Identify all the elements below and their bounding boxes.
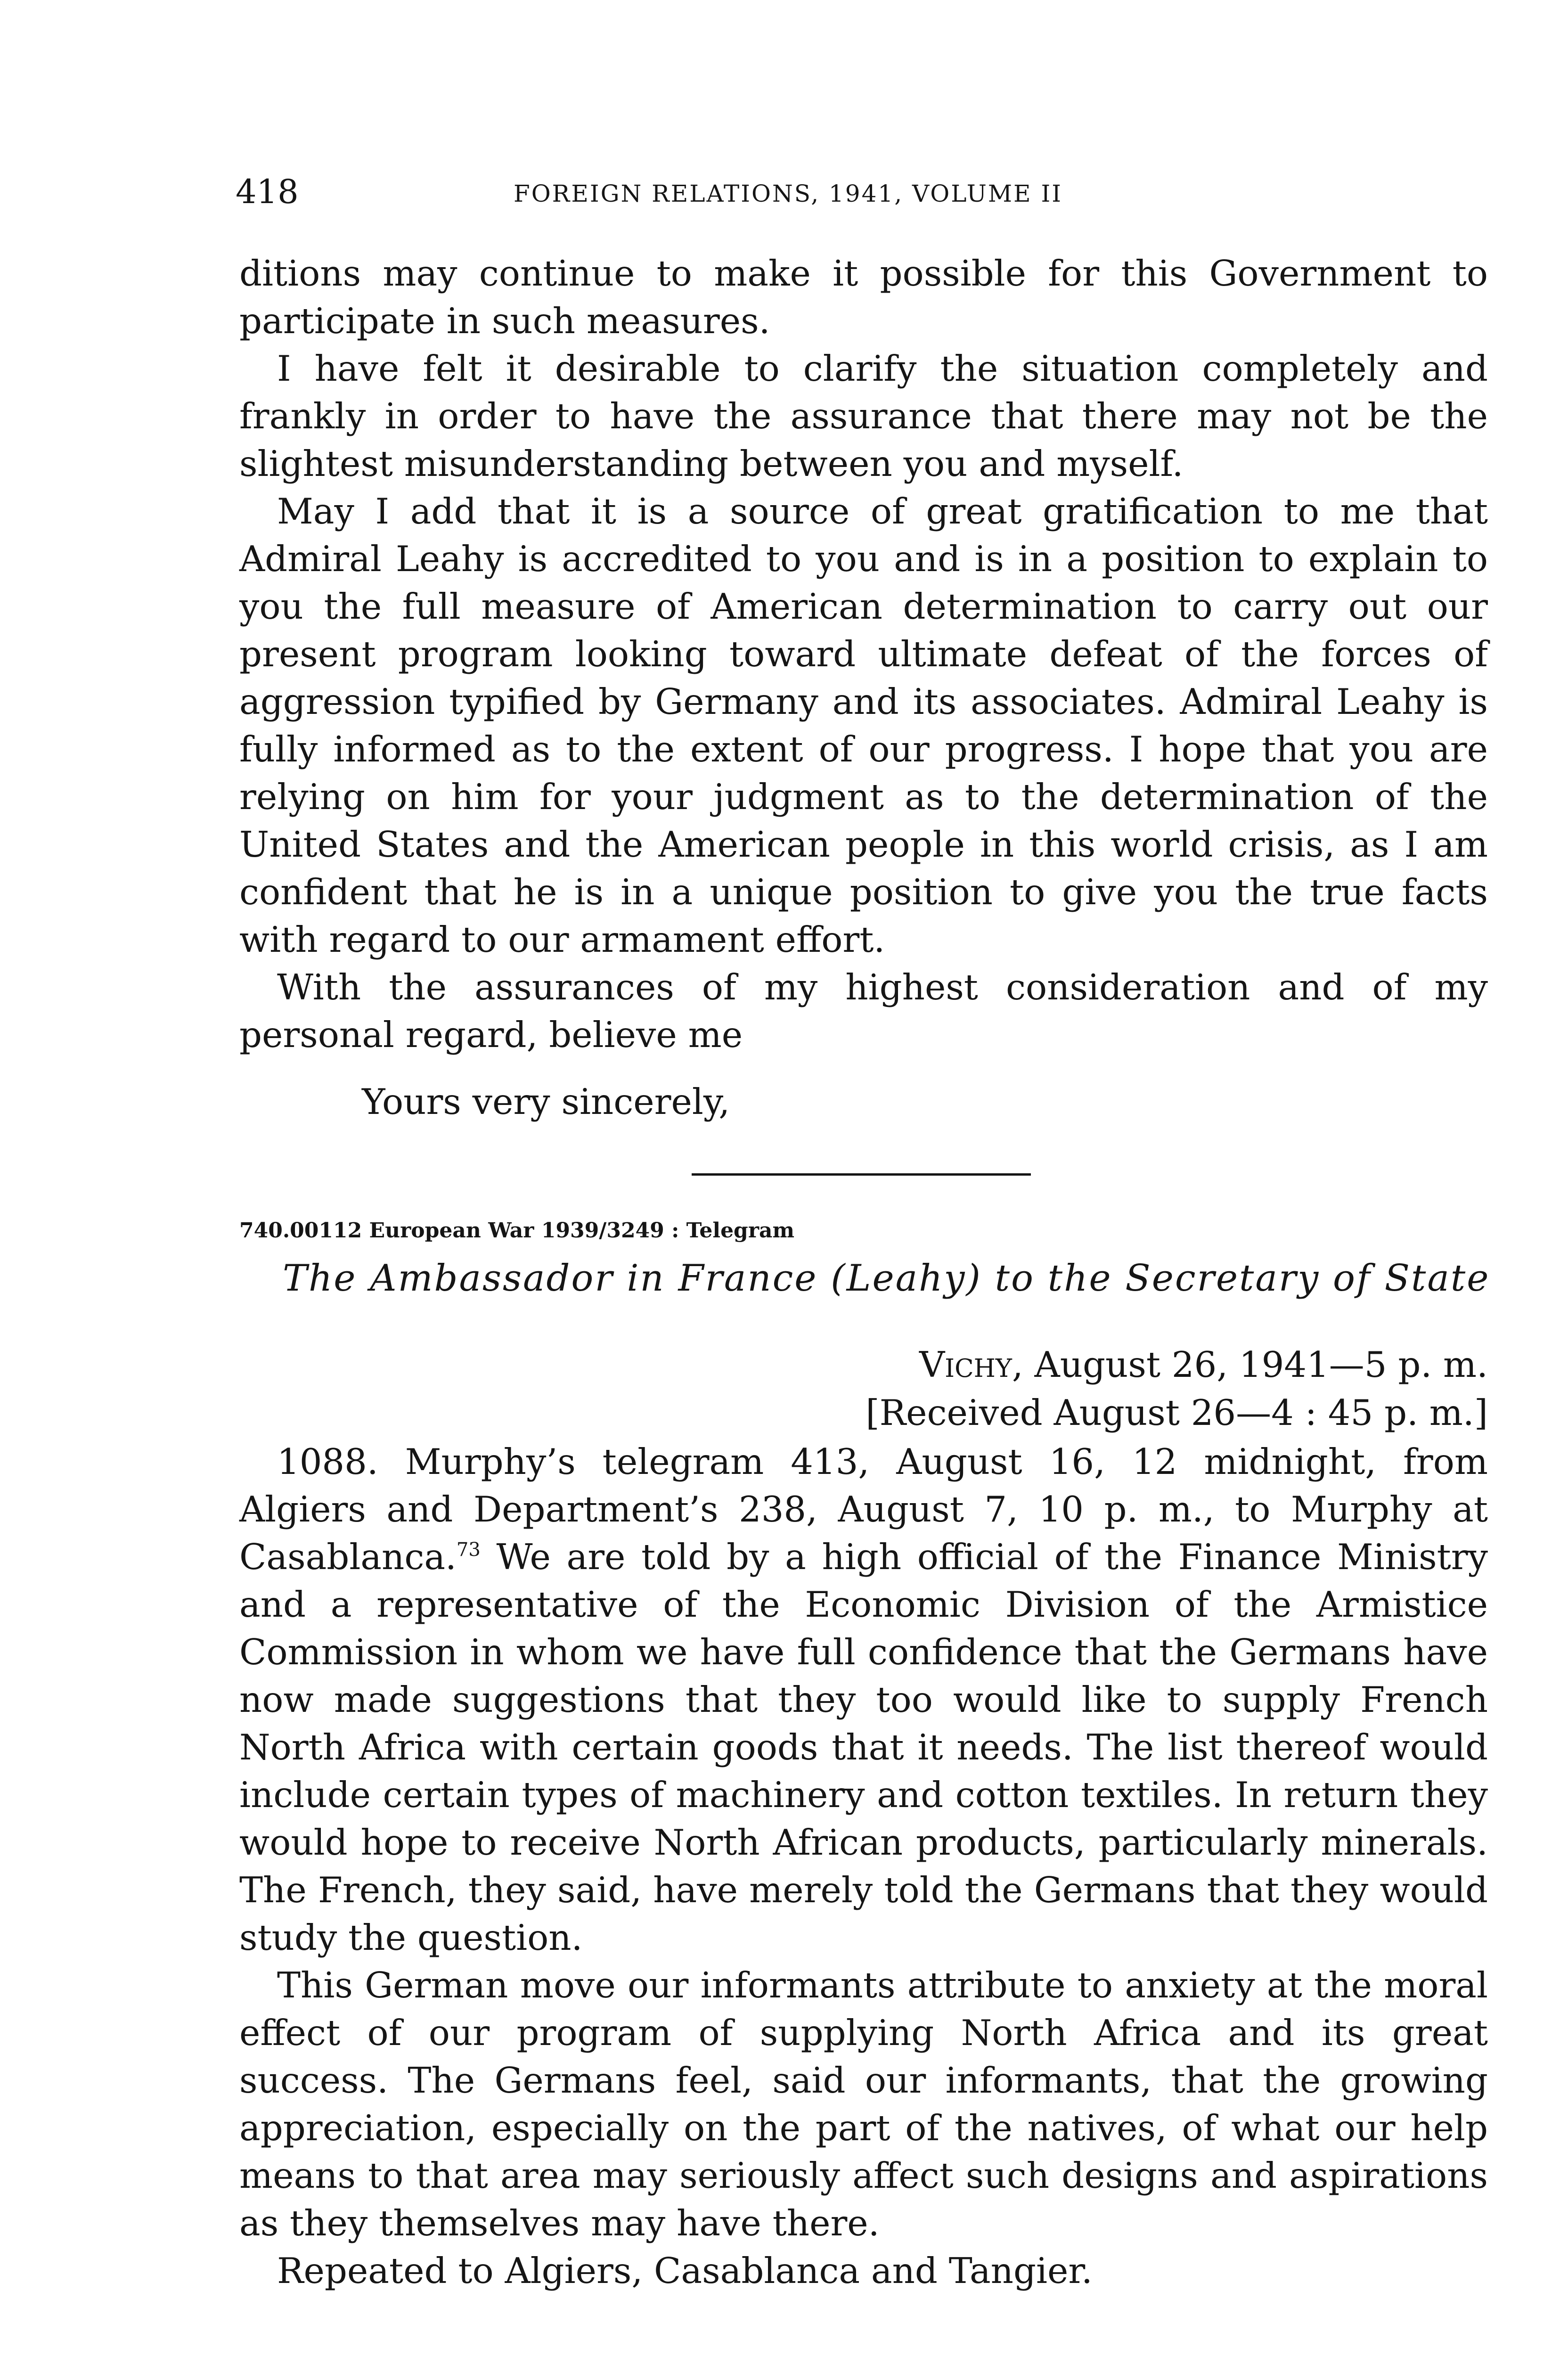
footnote-reference: 73 (456, 1539, 481, 1561)
document-heading: The Ambassador in France (Leahy) to the Secretary of State (283, 1257, 1490, 1300)
telegram-paragraph: Repeated to Algiers, Casablanca and Tangier. (277, 2250, 1093, 2291)
telegram-body (239, 1438, 1488, 2295)
letter-paragraph: May I add that it is a source of great gratification to me that Admiral Leahy is accredited to you and is in a position to explain to you the full measure of American determination to carry out our present program looking toward ultimate defeat of the forces of aggression typified by Germany and its associates. Admiral Leahy is fully informed as to the extent of our progress. I hope that you are relying on him for your judgment as to the determination of the United States and the American people in this world crisis, as I am confident that he is in a unique position to give you the true facts with regard to our armament effort. (239, 491, 1488, 960)
running-header (236, 166, 1225, 218)
telegram-paragraph: This German move our informants attribute to anxiety at the moral effect of our program of supplying North Africa and its great success. The Germans feel, said our informants, that the growing appreciation, especially on the part of the natives, of what our help means to that area may seriously affect such designs and aspirations as they themselves may have there. (239, 1964, 1488, 2244)
letter-paragraph: I have felt it desirable to clarify the situation completely and frankly in order to have the assurance that there may not be the slightest misunderstanding between you and myself. (239, 348, 1488, 484)
telegram-paragraph-start: 1088. Murphy’s telegram 413, August 16, 12 midnight, from Algiers and Department’s 238, August 7, 10 p. m., to Murphy at Casablanca. (239, 1441, 1488, 1578)
dateline-place: Vichy (919, 1344, 1012, 1385)
running-title: FOREIGN RELATIONS, 1941, VOLUME II (514, 180, 1062, 207)
telegram-paragraph (239, 1438, 1488, 1962)
letter-closing: Yours very sincerely, (362, 1081, 730, 1122)
telegram-paragraph-end: We are told by a high official of the Finance Ministry and a representative of the Economic Division of the Armistice Commission in whom we have full confidence that the Germans have now made suggestions that they too would like to supply French North Africa with certain goods that it needs. The list thereof would include certain types of machinery and cotton textiles. In return they would hope to receive North African products, particularly minerals. The French, they said, have merely told the Germans that they would study the question. (239, 1536, 1488, 1958)
page-number: 418 (236, 172, 299, 211)
document-file-reference: 740.00112 European War 1939/3249 : Telegram (239, 1219, 795, 1243)
letter-body (239, 250, 1488, 1059)
letter-paragraph: With the assurances of my highest consideration and of my personal regard, believe me (239, 966, 1488, 1055)
section-divider (692, 1173, 1031, 1176)
dateline (781, 1341, 1488, 1389)
dateline-date: , August 26, 1941—5 p. m. (1012, 1344, 1488, 1385)
letter-paragraph: ditions may continue to make it possible for this Government to participate in such measures. (239, 253, 1488, 342)
received-line: [Received August 26—4 : 45 p. m.] (866, 1392, 1488, 1433)
